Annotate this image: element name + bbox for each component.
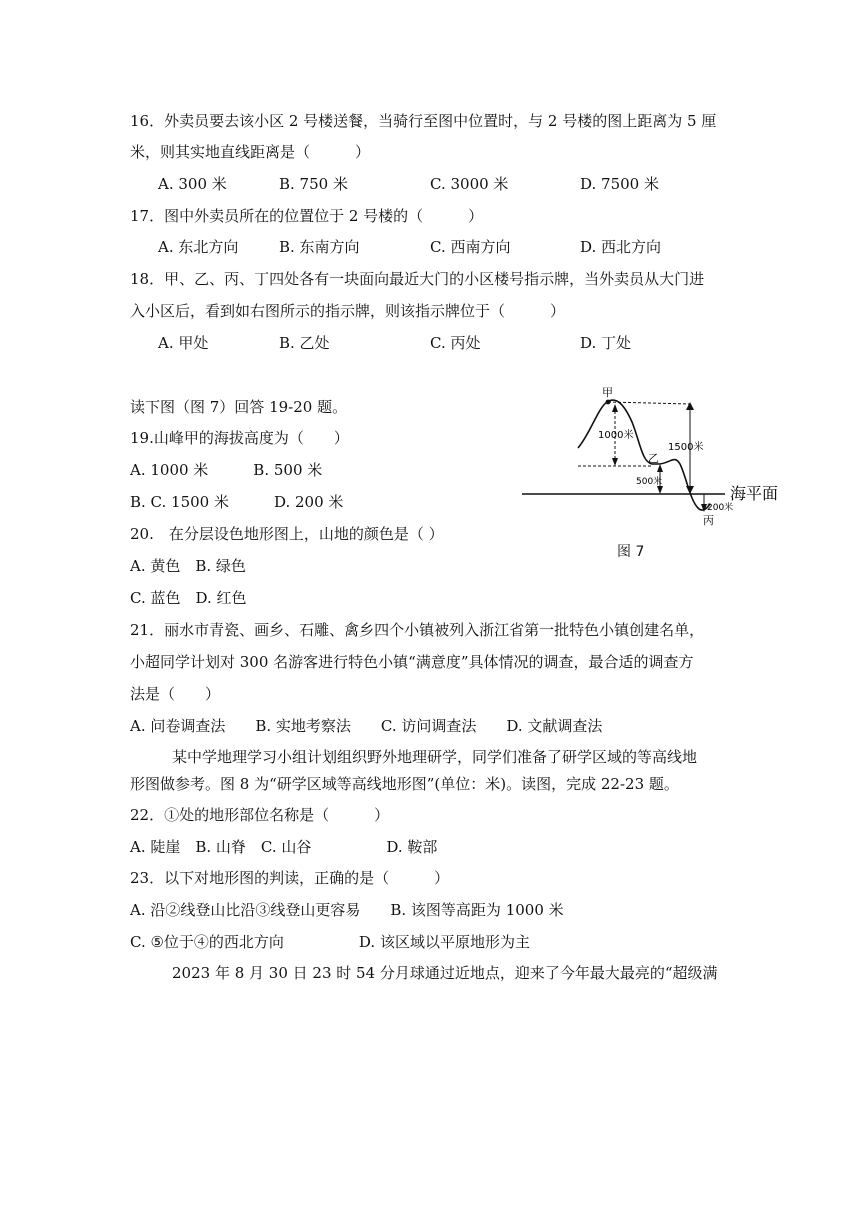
q21-options: A. 问卷调查法 B. 实地考察法 C. 访问调查法 D. 文献调查法 [130,717,603,735]
q17-option-b: B. 东南方向 [279,238,360,256]
q23-options-line1: A. 沿②线登山比沿③线登山更容易 B. 该图等高距为 1000 米 [130,901,564,919]
label-1500: 1500米 [668,442,704,453]
q16-option-a: A. 300 米 [158,175,227,193]
figure-7-caption: 图 7 [617,544,645,560]
q17-option-a: A. 东北方向 [158,238,239,256]
q16-option-b: B. 750 米 [279,175,348,193]
q20-stem: 20. 在分层设色地形图上，山地的颜色是（ ） [130,525,444,543]
q22-stem: 22．①处的地形部位名称是（ ） [130,806,390,824]
q19-stem: 19.山峰甲的海拔高度为（ ） [130,429,349,447]
intro-22-23-line1: 某中学地理学习小组计划组织野外地理研学，同学们准备了研学区域的等高线地 [172,748,698,766]
next-paragraph: 2023 年 8 月 30 日 23 时 54 分月球通过近地点，迎来了今年最大最亮的“超级满 [172,964,718,982]
label-200: 200米 [707,503,734,513]
q23-options-line2: C. ⑤位于④的西北方向 D. 该区域以平原地形为主 [130,933,530,951]
figure-7-terrain-profile [520,384,782,534]
label-500: 500米 [636,477,663,487]
peak-label: 甲 [602,386,613,399]
q17-option-c: C. 西南方向 [430,238,511,256]
q18-option-b: B. 乙处 [279,334,330,352]
q19-options-line1: A. 1000 米 B. 500 米 [130,461,323,479]
q16-option-c: C. 3000 米 [430,175,509,193]
q17-option-d: D. 西北方向 [580,238,662,256]
q22-options: A. 陡崖 B. 山脊 C. 山谷 D. 鞍部 [130,838,438,856]
q16-stem-line1: 16．外卖员要去该小区 2 号楼送餐，当骑行至图中位置时，与 2 号楼的图上距离为 5 厘 [130,112,717,130]
q21-stem-line2: 小超同学计划对 300 名游客进行特色小镇“满意度”具体情况的调查，最合适的调查方 [130,653,694,671]
q18-stem-line1: 18．甲、乙、丙、丁四处各有一块面向最近大门的小区楼号指示牌，当外卖员从大门进 [130,270,705,288]
q18-option-d: D. 丁处 [580,334,632,352]
q20-options-line1: A. 黄色 B. 绿色 [130,557,246,575]
q20-options-line2: C. 蓝色 D. 红色 [130,589,247,607]
saddle-label: 乙 [648,452,659,465]
intro-19-20: 读下图（图 7）回答 19-20 题。 [130,398,348,416]
q21-stem-line1: 21．丽水市青瓷、画乡、石雕、禽乡四个小镇被列入浙江省第一批特色小镇创建名单， [130,621,705,639]
q17-stem: 17．图中外卖员所在的位置位于 2 号楼的（ ） [130,207,484,225]
q19-options-line2: B. C. 1500 米 D. 200 米 [130,493,344,511]
q21-stem-line3: 法是（ ） [130,685,221,703]
label-1000: 1000米 [598,430,634,441]
sea-level-label: 海平面 [730,484,779,503]
q18-stem-line2: 入小区后，看到如右图所示的指示牌，则该指示牌位于（ ） [130,302,566,320]
intro-22-23-line2: 形图做参考。图 8 为“研学区域等高线地形图”(单位：米)。读图，完成 22-23 题。 [130,775,679,793]
q18-option-c: C. 丙处 [430,334,481,352]
q16-stem-line2: 米，则其实地直线距离是（ ） [130,143,371,161]
valley-label: 丙 [703,514,714,527]
q16-option-d: D. 7500 米 [580,175,659,193]
q23-stem: 23．以下对地形图的判读，正确的是（ ） [130,869,450,887]
q18-option-a: A. 甲处 [158,334,209,352]
